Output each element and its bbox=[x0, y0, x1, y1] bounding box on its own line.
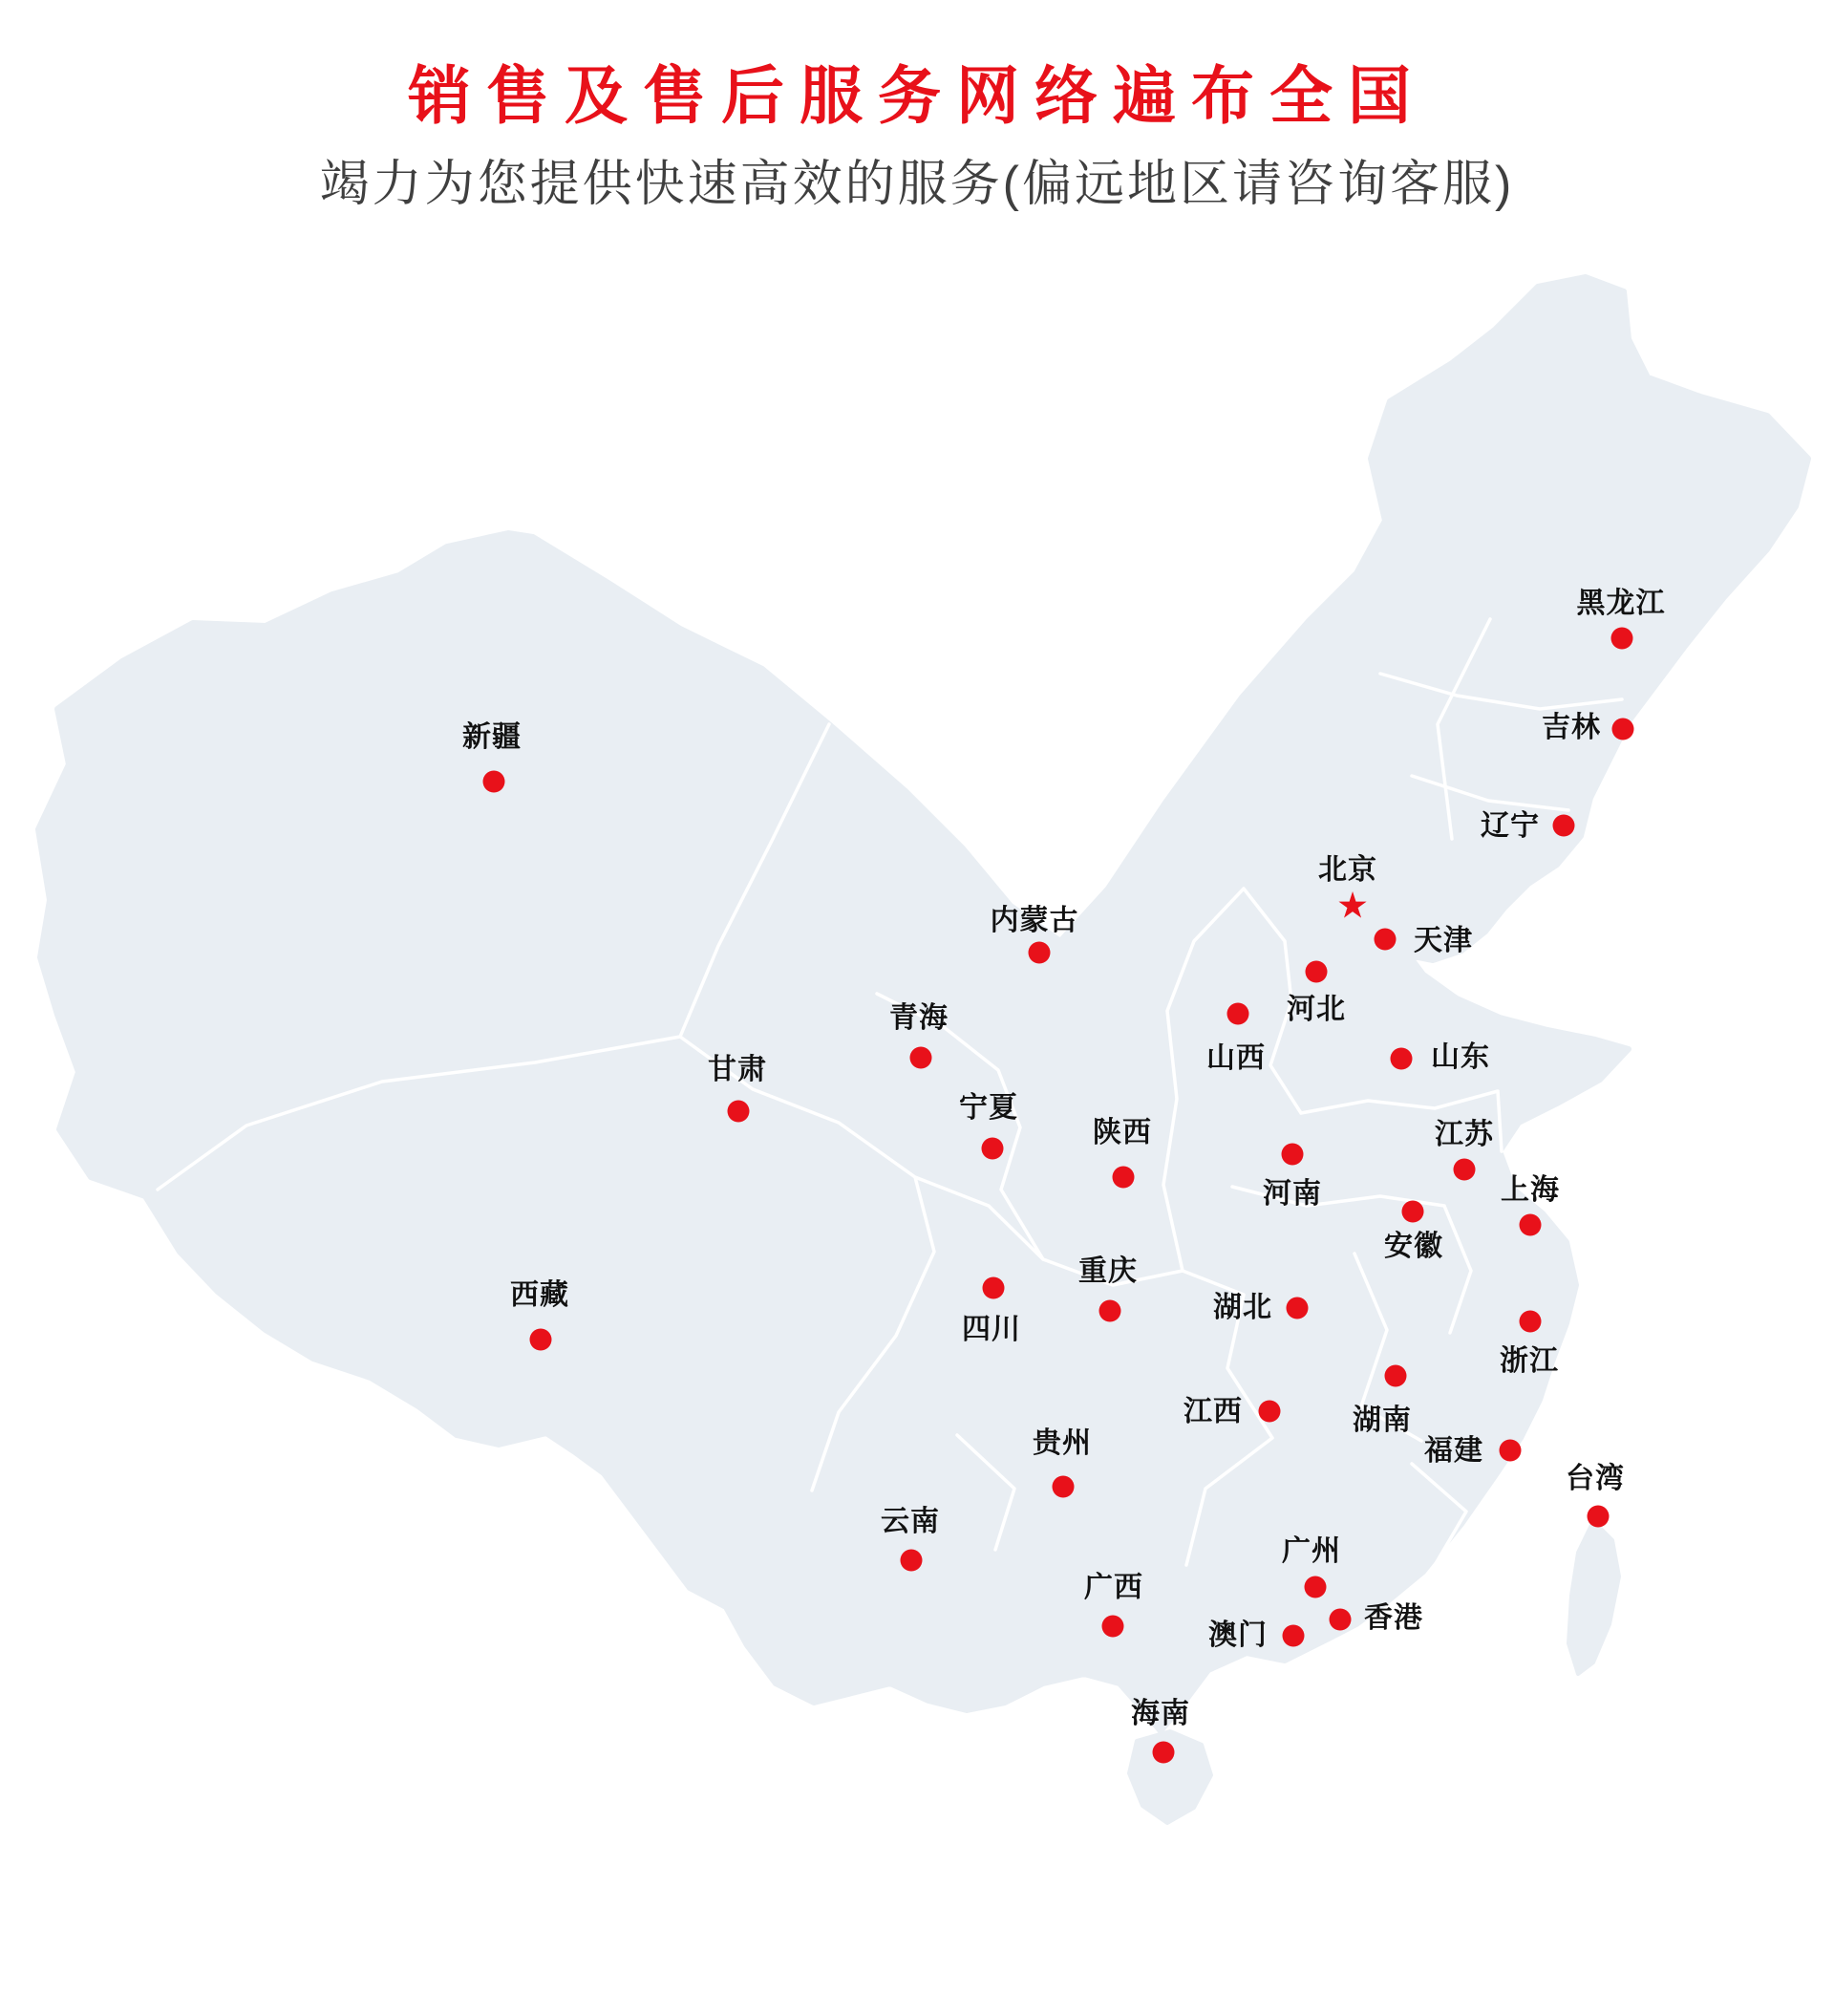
location-dot-icon bbox=[1282, 1144, 1304, 1166]
province-label: 黑龙江 bbox=[1576, 588, 1666, 619]
province-label: 海南 bbox=[1131, 1698, 1190, 1729]
location-dot-icon bbox=[1375, 929, 1397, 951]
location-dot-icon bbox=[1330, 1609, 1352, 1631]
province-label: 内蒙古 bbox=[990, 905, 1079, 936]
province-label: 四川 bbox=[962, 1314, 1021, 1345]
location-dot-icon bbox=[1113, 1167, 1135, 1189]
location-dot-icon bbox=[1553, 815, 1575, 837]
province-label: 陕西 bbox=[1093, 1117, 1152, 1148]
banner-header bbox=[0, 55, 1834, 214]
location-dot-icon bbox=[1520, 1214, 1542, 1236]
location-dot-icon bbox=[1227, 1003, 1249, 1025]
province-label: 浙江 bbox=[1500, 1345, 1559, 1377]
province-label: 江苏 bbox=[1435, 1119, 1494, 1150]
province-label: 山东 bbox=[1431, 1041, 1490, 1073]
location-dot-icon bbox=[982, 1138, 1004, 1160]
province-label: 西藏 bbox=[510, 1279, 569, 1311]
location-dot-icon bbox=[1454, 1159, 1476, 1181]
province-label: 澳门 bbox=[1208, 1619, 1268, 1651]
page-title: 销售及售后服务网络遍布全国 bbox=[408, 60, 1426, 131]
location-dot-icon bbox=[1259, 1401, 1281, 1423]
location-dot-icon bbox=[1153, 1742, 1175, 1764]
location-dot-icon bbox=[1612, 718, 1634, 740]
province-label: 福建 bbox=[1424, 1435, 1483, 1467]
province-label: 新疆 bbox=[462, 721, 522, 753]
province-label: 重庆 bbox=[1078, 1255, 1138, 1287]
location-dot-icon bbox=[1500, 1440, 1522, 1462]
province-label: 广州 bbox=[1282, 1535, 1341, 1567]
location-dot-icon bbox=[901, 1550, 923, 1572]
location-dot-icon bbox=[728, 1101, 750, 1123]
province-label: 安徽 bbox=[1384, 1231, 1443, 1262]
location-dot-icon bbox=[1306, 961, 1328, 983]
location-dot-icon bbox=[1283, 1625, 1305, 1647]
province-label: 天津 bbox=[1414, 925, 1473, 956]
location-dot-icon bbox=[1053, 1476, 1075, 1498]
province-label: 青海 bbox=[889, 1002, 949, 1034]
location-dot-icon bbox=[1287, 1298, 1309, 1319]
province-label: 北京 bbox=[1318, 854, 1377, 886]
location-dot-icon bbox=[1520, 1311, 1542, 1333]
location-dot-icon bbox=[530, 1329, 552, 1351]
province-label: 江西 bbox=[1184, 1396, 1243, 1427]
location-dot-icon bbox=[1611, 628, 1633, 650]
province-label: 湖北 bbox=[1213, 1292, 1272, 1323]
province-label: 台湾 bbox=[1566, 1463, 1625, 1494]
province-label: 辽宁 bbox=[1481, 810, 1540, 842]
taiwan-island-shape bbox=[1568, 1521, 1619, 1674]
location-dot-icon bbox=[483, 771, 505, 793]
province-label: 河北 bbox=[1287, 994, 1346, 1025]
location-dot-icon bbox=[1099, 1300, 1121, 1322]
province-label: 广西 bbox=[1084, 1572, 1143, 1603]
province-label: 贵州 bbox=[1033, 1427, 1092, 1459]
location-dot-icon bbox=[1385, 1365, 1407, 1387]
location-dot-icon bbox=[1588, 1506, 1610, 1528]
province-label: 山西 bbox=[1206, 1042, 1266, 1074]
location-dot-icon bbox=[1391, 1048, 1413, 1070]
province-label: 香港 bbox=[1364, 1602, 1423, 1634]
province-label: 甘肃 bbox=[708, 1054, 767, 1085]
province-label: 吉林 bbox=[1542, 712, 1601, 743]
location-dot-icon bbox=[1305, 1576, 1327, 1598]
capital-star-icon: ★ bbox=[1335, 884, 1370, 927]
province-label: 上海 bbox=[1501, 1174, 1560, 1206]
province-label: 宁夏 bbox=[959, 1092, 1018, 1124]
province-label: 河南 bbox=[1263, 1178, 1322, 1210]
location-dot-icon bbox=[910, 1047, 932, 1069]
province-label: 云南 bbox=[881, 1506, 940, 1537]
location-dot-icon bbox=[1102, 1616, 1124, 1638]
location-dot-icon bbox=[1029, 942, 1051, 964]
page-subtitle: 竭力为您提供快速高效的服务(偏远地区请咨询客服) bbox=[319, 157, 1515, 212]
province-label: 湖南 bbox=[1353, 1405, 1412, 1436]
location-dot-icon bbox=[983, 1277, 1005, 1299]
location-dot-icon bbox=[1402, 1201, 1424, 1223]
